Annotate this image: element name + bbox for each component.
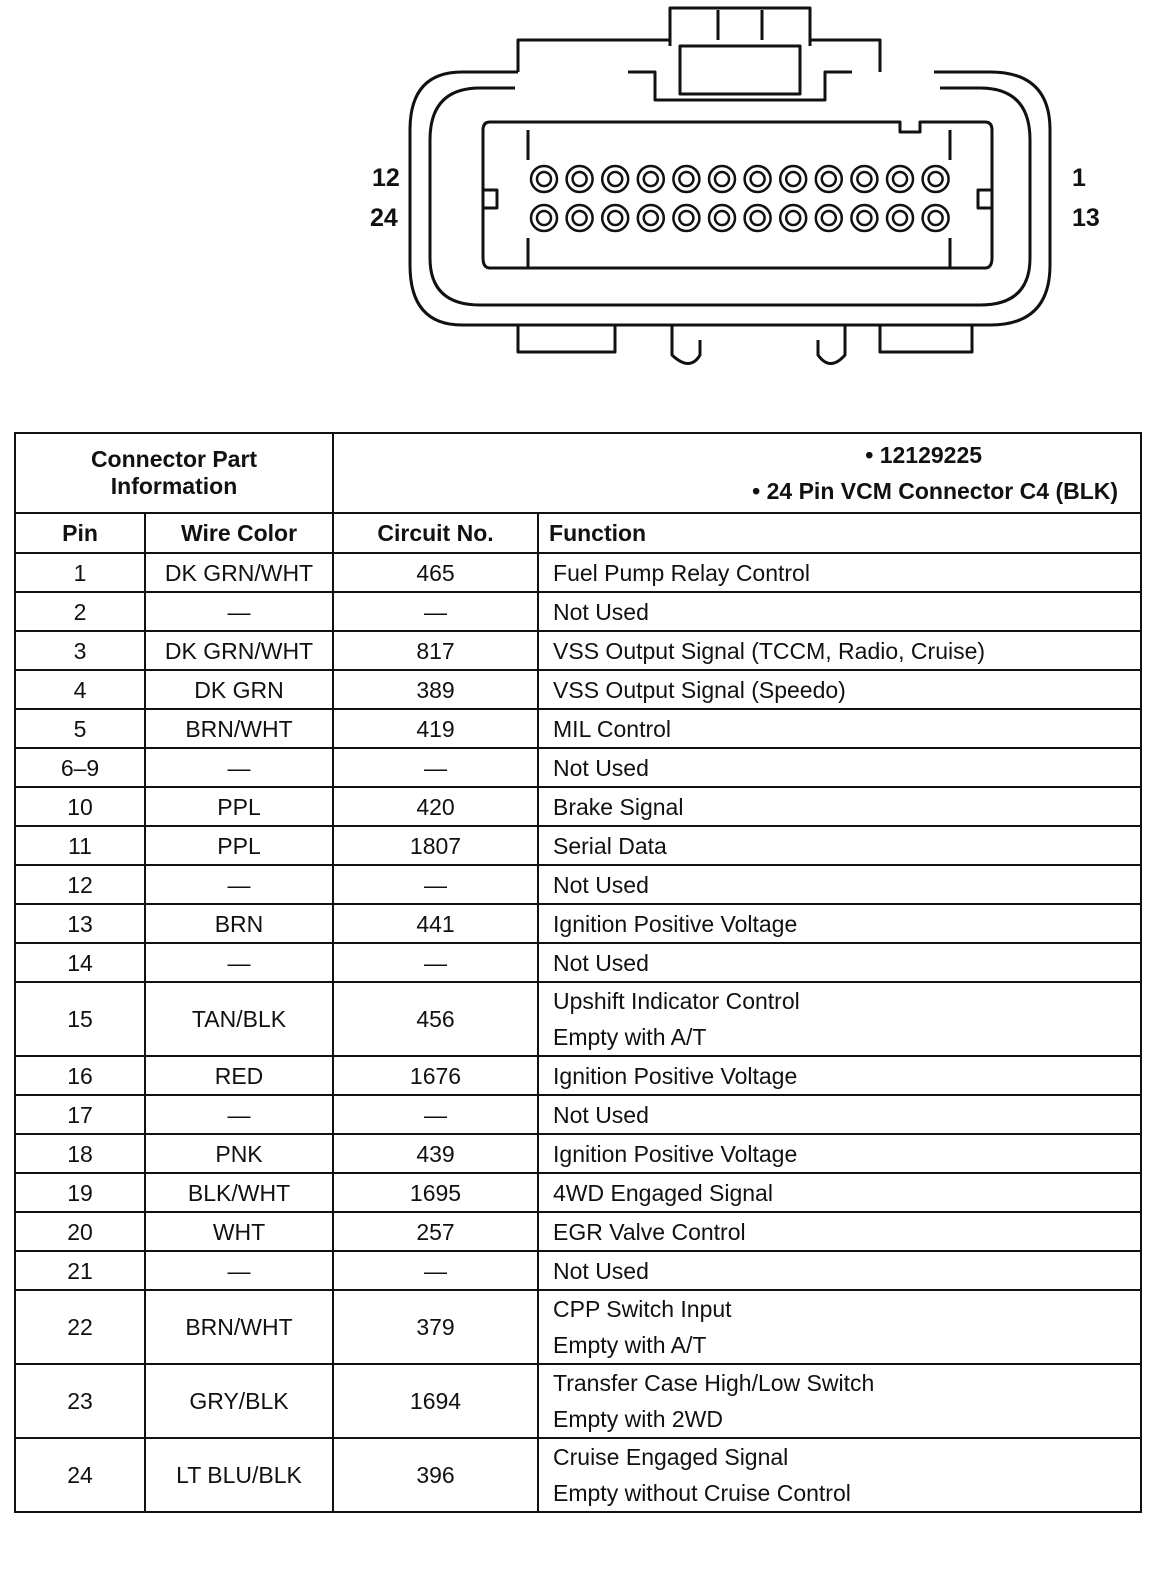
pinout-table: [14, 432, 1142, 1513]
pin-contact: [531, 166, 557, 192]
pin-contact-hole: [679, 211, 693, 225]
pin-function-line: Ignition Positive Voltage: [553, 910, 798, 937]
pin-row: [15, 1364, 1141, 1438]
circuit-number: —: [333, 943, 538, 982]
pin-function: [538, 670, 1141, 709]
pin-function: [538, 1134, 1141, 1173]
circuit-number: —: [333, 1251, 538, 1290]
wire-color: BRN: [145, 904, 333, 943]
pin-number: 2: [15, 592, 145, 631]
pin-function-line: Not Used: [553, 754, 649, 781]
pin-function: [538, 1212, 1141, 1251]
pin-function-line: Empty with 2WD: [553, 1406, 723, 1432]
pin-row: [15, 748, 1141, 787]
wire-color: LT BLU/BLK: [145, 1438, 333, 1512]
wire-color: WHT: [145, 1212, 333, 1251]
circuit-number: 420: [333, 787, 538, 826]
wire-color: BLK/WHT: [145, 1173, 333, 1212]
pin-contact-hole: [893, 211, 907, 225]
pin-contact-hole: [929, 172, 943, 186]
pin-row: [15, 1290, 1141, 1364]
pin-function: [538, 592, 1141, 631]
circuit-number: 1676: [333, 1056, 538, 1095]
pin-contact-hole: [751, 172, 765, 186]
circuit-number: 1694: [333, 1364, 538, 1438]
pin-contact: [923, 166, 949, 192]
wire-color: PPL: [145, 787, 333, 826]
pin-function-line: MIL Control: [553, 715, 672, 742]
wire-color: GRY/BLK: [145, 1364, 333, 1438]
pin-row: [15, 1173, 1141, 1212]
pin-contact: [709, 166, 735, 192]
pin-contact-hole: [644, 211, 658, 225]
pin-number: 24: [15, 1438, 145, 1512]
wire-color: PPL: [145, 826, 333, 865]
circuit-number: 379: [333, 1290, 538, 1364]
wire-color: —: [145, 943, 333, 982]
pin-number: 18: [15, 1134, 145, 1173]
pin-contact: [567, 205, 593, 231]
wire-color: —: [145, 1095, 333, 1134]
pin-function-line: VSS Output Signal (TCCM, Radio, Cruise): [553, 637, 986, 664]
circuit-number: 817: [333, 631, 538, 670]
pin-contact-hole: [537, 211, 551, 225]
pin-number: 1: [15, 553, 145, 592]
pin-function: [538, 1438, 1141, 1512]
pin-label-bottom-left: 24: [370, 204, 398, 232]
circuit-number: 396: [333, 1438, 538, 1512]
pin-row: [15, 670, 1141, 709]
pin-row: [15, 904, 1141, 943]
pin-row: [15, 982, 1141, 1056]
pin-function-line: Fuel Pump Relay Control: [553, 559, 810, 586]
connector-outer-shell: [410, 72, 1050, 325]
pin-function-line: Not Used: [553, 598, 649, 625]
pin-row: [15, 592, 1141, 631]
pin-row: [15, 787, 1141, 826]
pin-contact: [602, 205, 628, 231]
pin-function: [538, 904, 1141, 943]
pin-function-line: Not Used: [553, 949, 649, 976]
pin-number: 22: [15, 1290, 145, 1364]
pin-number: 5: [15, 709, 145, 748]
wire-color: PNK: [145, 1134, 333, 1173]
pin-row: [15, 865, 1141, 904]
latch-rail: [628, 72, 852, 100]
circuit-number: —: [333, 748, 538, 787]
pin-function: [538, 1056, 1141, 1095]
pin-row: [15, 1212, 1141, 1251]
circuit-number: —: [333, 865, 538, 904]
circuit-number: —: [333, 592, 538, 631]
pin-function: [538, 1173, 1141, 1212]
pin-function-line: Ignition Positive Voltage: [553, 1062, 798, 1089]
pin-grid: [531, 166, 949, 231]
pin-function-line: Not Used: [553, 1257, 649, 1284]
part-number: • 12129225: [865, 442, 983, 468]
pin-function-line: Cruise Engaged Signal: [553, 1444, 789, 1470]
column-header-row: [15, 513, 1141, 553]
pin-contact-hole: [715, 172, 729, 186]
pin-function-line: Ignition Positive Voltage: [553, 1140, 798, 1167]
connector-diagram: [0, 0, 1152, 400]
pin-contact-hole: [751, 211, 765, 225]
pin-label-bottom-right: 13: [1072, 204, 1100, 232]
pin-number: 3: [15, 631, 145, 670]
pin-row: [15, 631, 1141, 670]
wire-color: DK GRN/WHT: [145, 553, 333, 592]
pin-row: [15, 1095, 1141, 1134]
pin-contact: [816, 205, 842, 231]
pin-function: [538, 826, 1141, 865]
pin-number: 12: [15, 865, 145, 904]
latch-housing: [670, 8, 810, 46]
circuit-number: 441: [333, 904, 538, 943]
pin-function-line: CPP Switch Input: [553, 1296, 732, 1322]
pin-contact-hole: [608, 172, 622, 186]
circuit-number: —: [333, 1095, 538, 1134]
pin-function: [538, 553, 1141, 592]
latch-slot: [718, 10, 762, 40]
pin-contact: [638, 205, 664, 231]
pin-contact: [638, 166, 664, 192]
wire-color: —: [145, 748, 333, 787]
circuit-number: 419: [333, 709, 538, 748]
pin-contact-hole: [715, 211, 729, 225]
part-info-label-line2: Information: [110, 473, 238, 499]
pin-contact: [851, 205, 877, 231]
pin-function: [538, 748, 1141, 787]
pin-function-line: Upshift Indicator Control: [553, 988, 800, 1014]
pin-number: 11: [15, 826, 145, 865]
pin-contact-hole: [786, 172, 800, 186]
pin-row: [15, 1056, 1141, 1095]
part-info-values: [333, 433, 1141, 513]
header-circuit-no: Circuit No.: [333, 513, 538, 553]
pin-contact: [673, 205, 699, 231]
bottom-tab-right: [880, 325, 972, 352]
header-function: Function: [538, 513, 1141, 553]
wire-color: DK GRN: [145, 670, 333, 709]
pin-contact-hole: [822, 172, 836, 186]
wire-color: DK GRN/WHT: [145, 631, 333, 670]
pin-function-line: EGR Valve Control: [553, 1218, 746, 1245]
pin-row: [15, 709, 1141, 748]
pin-contact-hole: [573, 211, 587, 225]
pin-contact-hole: [644, 172, 658, 186]
wire-color: BRN/WHT: [145, 709, 333, 748]
pin-contact-hole: [537, 172, 551, 186]
pin-contact: [780, 166, 806, 192]
pin-row: [15, 1251, 1141, 1290]
pin-number: 17: [15, 1095, 145, 1134]
pin-row: [15, 826, 1141, 865]
pin-function-line: VSS Output Signal (Speedo): [553, 676, 846, 703]
pin-function: [538, 787, 1141, 826]
pin-contact-hole: [857, 172, 871, 186]
pin-function-line: Empty with A/T: [553, 1332, 707, 1358]
pin-function-line: Not Used: [553, 1101, 649, 1128]
circuit-number: 1807: [333, 826, 538, 865]
pin-number: 20: [15, 1212, 145, 1251]
header-wire-color: Wire Color: [145, 513, 333, 553]
pin-contact: [673, 166, 699, 192]
wire-color: BRN/WHT: [145, 1290, 333, 1364]
pin-function-line: Brake Signal: [553, 793, 684, 820]
pin-contact-hole: [929, 211, 943, 225]
pin-number: 23: [15, 1364, 145, 1438]
pin-function-line: Serial Data: [553, 832, 667, 859]
pin-contact: [745, 205, 771, 231]
pin-contact-hole: [679, 172, 693, 186]
pin-contact: [531, 205, 557, 231]
pin-function: [538, 631, 1141, 670]
circuit-number: 389: [333, 670, 538, 709]
pin-contact-hole: [893, 172, 907, 186]
part-info-row: [15, 433, 1141, 513]
pin-number: 14: [15, 943, 145, 982]
bottom-tab-left: [518, 325, 615, 352]
pin-function: [538, 1290, 1141, 1364]
pin-contact-hole: [786, 211, 800, 225]
pin-number: 16: [15, 1056, 145, 1095]
pin-contact-hole: [608, 211, 622, 225]
pin-contact: [745, 166, 771, 192]
pin-contact: [780, 205, 806, 231]
pin-function: [538, 1364, 1141, 1438]
circuit-number: 257: [333, 1212, 538, 1251]
pin-label-top-left: 12: [372, 164, 400, 192]
wire-color: —: [145, 1251, 333, 1290]
pin-function: [538, 1095, 1141, 1134]
pin-function-line: Transfer Case High/Low Switch: [553, 1370, 875, 1396]
part-info-label-line1: Connector Part: [90, 446, 258, 472]
pin-number: 10: [15, 787, 145, 826]
pin-field-housing: [483, 122, 992, 268]
part-info-label: [15, 433, 333, 513]
pin-contact-hole: [857, 211, 871, 225]
pin-row: [15, 943, 1141, 982]
wire-color: —: [145, 865, 333, 904]
pin-contact: [923, 205, 949, 231]
right-key: [978, 190, 992, 208]
circuit-number: 465: [333, 553, 538, 592]
bottom-tab-center-right: [818, 325, 845, 364]
pin-row: [15, 1438, 1141, 1512]
pin-field-inner: [528, 130, 950, 268]
pin-contact: [602, 166, 628, 192]
pin-function: [538, 709, 1141, 748]
pin-number: 13: [15, 904, 145, 943]
pin-number: 4: [15, 670, 145, 709]
pin-function-line: Empty with A/T: [553, 1024, 707, 1050]
pin-contact: [851, 166, 877, 192]
connector-face-drawing: [0, 0, 1152, 400]
wire-color: —: [145, 592, 333, 631]
left-key: [483, 190, 497, 208]
pin-function-line: Not Used: [553, 871, 649, 898]
header-pin: Pin: [15, 513, 145, 553]
pin-row: [15, 553, 1141, 592]
pin-contact: [887, 166, 913, 192]
pin-number: 15: [15, 982, 145, 1056]
pin-function: [538, 943, 1141, 982]
pin-row: [15, 1134, 1141, 1173]
pin-contact-hole: [573, 172, 587, 186]
pin-contact: [567, 166, 593, 192]
latch-button: [680, 46, 800, 94]
wire-color: RED: [145, 1056, 333, 1095]
pin-contact: [816, 166, 842, 192]
pin-function: [538, 865, 1141, 904]
pin-function: [538, 982, 1141, 1056]
connector-description: • 24 Pin VCM Connector C4 (BLK): [752, 478, 1119, 504]
circuit-number: 439: [333, 1134, 538, 1173]
circuit-number: 456: [333, 982, 538, 1056]
pin-number: 6–9: [15, 748, 145, 787]
pin-function: [538, 1251, 1141, 1290]
pin-function-line: Empty without Cruise Control: [553, 1480, 851, 1506]
wire-color: TAN/BLK: [145, 982, 333, 1056]
circuit-number: 1695: [333, 1173, 538, 1212]
bottom-tab-center-left: [672, 325, 700, 364]
pin-function-line: 4WD Engaged Signal: [553, 1179, 773, 1206]
pin-contact: [709, 205, 735, 231]
pin-number: 21: [15, 1251, 145, 1290]
pin-contact-hole: [822, 211, 836, 225]
pin-contact: [887, 205, 913, 231]
pin-label-top-right: 1: [1072, 164, 1086, 192]
pin-number: 19: [15, 1173, 145, 1212]
